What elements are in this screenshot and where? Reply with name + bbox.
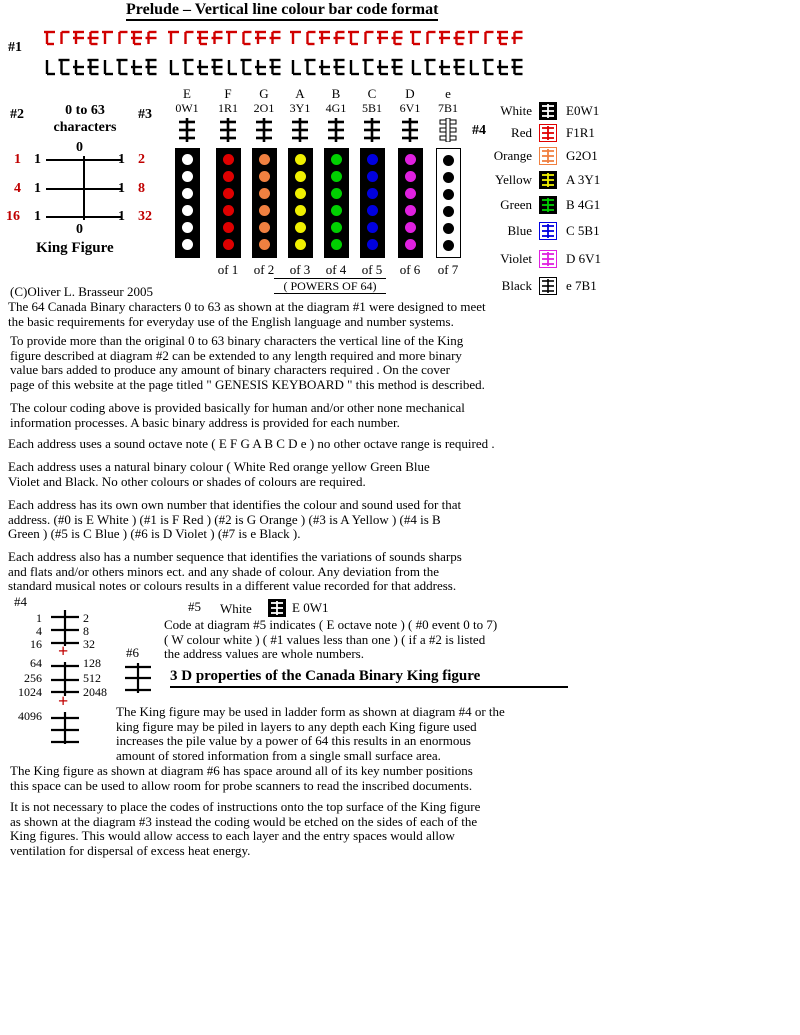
column-glyph-icon <box>325 118 347 142</box>
column-caption: of 4 <box>325 262 347 277</box>
color-dot <box>443 155 454 166</box>
color-dot <box>259 154 270 165</box>
column-code: 5B1 <box>361 101 382 115</box>
color-dot <box>223 154 234 165</box>
king-left-one-3: 1 <box>34 209 41 224</box>
paragraph-3: The colour coding above is provided basically for human and/or other none mechanical information processes. A basic binary address is provided for each number. <box>10 400 465 430</box>
column-code: 7B1 <box>437 101 458 115</box>
color-dot <box>443 240 454 251</box>
diagram5-name: White <box>220 601 252 616</box>
column-caption: of 2 <box>253 262 275 277</box>
color-dot <box>259 205 270 216</box>
color-dot <box>405 205 416 216</box>
paragraph-7: Each address also has a number sequence that identifies the variations of sounds sharps and flats and/or others minors ect. and any shade of colour. Any deviation from the standard musical notes or colours results in a different value recorded for that address. <box>8 549 462 593</box>
color-dot <box>223 205 234 216</box>
color-dot <box>405 239 416 250</box>
king-figure-caption: King Figure <box>36 240 114 256</box>
color-dot <box>331 171 342 182</box>
column-glyph-icon <box>176 118 198 142</box>
king-left-one-1: 1 <box>34 152 41 167</box>
legend-color-code: G2O1 <box>566 148 598 163</box>
diagram5-label: #5 <box>188 599 201 614</box>
ladder-plus-1: + <box>58 641 69 661</box>
legend-swatch-icon <box>539 277 557 295</box>
legend-color-name: Violet <box>500 251 532 266</box>
color-dot <box>259 222 270 233</box>
legend-color-code: e 7B1 <box>566 278 597 293</box>
column-glyph-icon <box>217 118 239 142</box>
king-right-one-3: 1 <box>118 209 125 224</box>
color-column <box>175 148 200 258</box>
section-heading: 3 D properties of the Canada Binary King figure <box>170 667 568 688</box>
legend-color-code: B 4G1 <box>566 197 601 212</box>
ladder-left-5: 256 <box>24 671 42 685</box>
diagram2-heading-1: 0 to 63 <box>65 103 105 118</box>
color-dot <box>331 222 342 233</box>
legend-color-code: F1R1 <box>566 125 595 140</box>
king-left-one-2: 1 <box>34 181 41 196</box>
color-dot <box>405 188 416 199</box>
column-code: 0W1 <box>175 101 199 115</box>
king-left-value-1: 1 <box>14 152 21 167</box>
color-dot <box>295 188 306 199</box>
color-dot <box>367 239 378 250</box>
column-caption: of 5 <box>361 262 383 277</box>
column-code: 3Y1 <box>289 101 311 115</box>
color-dot <box>331 154 342 165</box>
column-note: B <box>331 86 341 101</box>
color-dot <box>367 222 378 233</box>
column-glyph-icon <box>361 118 383 142</box>
ladder-right-5: 512 <box>83 671 101 685</box>
legend-swatch-icon <box>539 250 557 268</box>
ladder-left-1: 1 <box>36 611 42 625</box>
ladder-left-6: 1024 <box>18 685 42 699</box>
color-dot <box>367 154 378 165</box>
ladder-right-3: 32 <box>83 637 95 651</box>
paragraph-5: Each address uses a natural binary colour ( White Red orange yellow Green Blue Violet and Black. No other colours or shades of colours are required. <box>8 459 430 489</box>
diagram1-label: #1 <box>8 40 22 55</box>
legend-swatch-icon <box>539 222 557 240</box>
color-dot <box>182 188 193 199</box>
column-note: F <box>224 86 232 101</box>
column-note: C <box>367 86 377 101</box>
column-glyph-icon <box>253 118 275 142</box>
section-paragraph-3: It is not necessary to place the codes of instructions onto the top surface of the King figure as shown at the diagram #3 instead the coding would be etched on the sides of each of the King figures. This would allow access to each layer and the entry spaces would allow ventilation for dispersal of excess heat energy. <box>10 799 481 858</box>
ladder-right-2: 8 <box>83 624 89 638</box>
king-right-value-2: 8 <box>138 181 145 196</box>
column-note: A <box>295 86 305 101</box>
diagram5-code: E 0W1 <box>292 600 329 615</box>
copyright: (C)Oliver L. Brasseur 2005 <box>10 284 153 299</box>
ladder-right-4: 128 <box>83 656 101 670</box>
color-dot <box>182 154 193 165</box>
color-dot <box>223 171 234 182</box>
legend-color-code: C 5B1 <box>566 223 600 238</box>
color-column <box>398 148 423 258</box>
legend-swatch-icon <box>539 102 557 120</box>
legend-swatch-icon <box>539 171 557 189</box>
color-dot <box>405 171 416 182</box>
paragraph-6: Each address has its own own number that identifies the colour and sound used for that address. (#0 is E White ) (#1 is F Red ) (#2 is G Orange ) (#3 is A Yellow ) (#4 is B Green ) (#5 is C Blue ) (#6 is D Violet ) (#7 is e Black ). <box>8 497 462 541</box>
king-bottom-number: 0 <box>76 222 83 237</box>
color-dot <box>223 188 234 199</box>
color-dot <box>405 222 416 233</box>
king-figure <box>44 156 124 222</box>
color-dot <box>223 222 234 233</box>
column-code: 1R1 <box>217 101 238 115</box>
color-dot <box>443 206 454 217</box>
column-code: 2O1 <box>253 101 275 115</box>
diagram6-king-figure <box>123 663 153 695</box>
color-dot <box>331 188 342 199</box>
king-left-value-2: 4 <box>14 181 21 196</box>
legend-label: #4 <box>472 123 486 138</box>
legend-color-code: A 3Y1 <box>566 172 601 187</box>
color-dot <box>367 205 378 216</box>
paragraph-1: The 64 Canada Binary characters 0 to 63 as shown at the diagram #1 were designed to meet the basic requirements for everyday use of the English language and number systems. <box>8 299 486 329</box>
color-dot <box>295 205 306 216</box>
color-dot <box>295 239 306 250</box>
legend-color-name: White <box>500 103 532 118</box>
color-column <box>288 148 313 258</box>
color-dot <box>443 172 454 183</box>
ladder-left-7: 4096 <box>18 709 42 723</box>
column-caption: of 3 <box>289 262 311 277</box>
color-dot <box>182 239 193 250</box>
ladder-left-4: 64 <box>30 656 42 670</box>
color-dot <box>259 188 270 199</box>
ladder-right-1: 2 <box>83 611 89 625</box>
diagram2-label: #2 <box>10 107 24 122</box>
diagram6-label: #6 <box>126 645 139 660</box>
color-dot <box>295 171 306 182</box>
color-dot <box>182 171 193 182</box>
color-dot <box>182 222 193 233</box>
color-column <box>216 148 241 258</box>
color-dot <box>443 189 454 200</box>
king-right-one-2: 1 <box>118 181 125 196</box>
legend-color-name: Yellow <box>495 172 532 187</box>
paragraph-4: Each address uses a sound octave note ( E F G A B C D e ) no other octave range is required . <box>8 436 495 451</box>
color-dot <box>295 222 306 233</box>
column-note: E <box>183 86 191 101</box>
diagram2-heading-2: characters <box>53 120 117 135</box>
color-dot <box>367 188 378 199</box>
powers-caption: ( POWERS OF 64) <box>274 278 386 294</box>
color-dot <box>182 205 193 216</box>
column-note: G <box>259 86 269 101</box>
ladder-left-2: 4 <box>36 624 42 638</box>
color-column <box>324 148 349 258</box>
legend-swatch-icon <box>539 124 557 142</box>
color-column <box>360 148 385 258</box>
legend-color-name: Red <box>511 125 532 140</box>
king-left-value-3: 16 <box>6 209 20 224</box>
legend-color-name: Blue <box>507 223 532 238</box>
color-dot <box>223 239 234 250</box>
legend-color-code: D 6V1 <box>566 251 602 266</box>
column-glyph-icon <box>289 118 311 142</box>
column-code: 6V1 <box>399 101 421 115</box>
king-right-one-1: 1 <box>118 152 125 167</box>
color-dot <box>295 154 306 165</box>
diagram4-label: #4 <box>14 594 27 609</box>
color-dot <box>259 239 270 250</box>
section-paragraph-1: The King figure may be used in ladder form as shown at diagram #4 or the king figure may be piled in layers to any depth each King figure used increases the pile value by a power of 64 this results in an enormous amount of stored information from a single small surface area. <box>116 704 505 763</box>
color-column <box>436 148 461 258</box>
column-note: e <box>445 86 451 101</box>
column-glyph-icon <box>437 118 459 142</box>
legend-color-name: Green <box>500 197 532 212</box>
legend-swatch-icon <box>539 196 557 214</box>
legend-swatch-icon <box>539 147 557 165</box>
page-title: Prelude – Vertical line colour bar code format <box>126 1 438 21</box>
ladder-figure <box>48 610 82 746</box>
ladder-plus-2: + <box>58 691 69 711</box>
color-column <box>252 148 277 258</box>
column-glyph-icon <box>399 118 421 142</box>
color-dot <box>331 239 342 250</box>
column-caption: of 1 <box>217 262 239 277</box>
king-right-value-3: 32 <box>138 209 152 224</box>
color-dot <box>259 171 270 182</box>
color-dot <box>443 223 454 234</box>
binary-character-rows <box>44 28 534 80</box>
color-dot <box>331 205 342 216</box>
ladder-right-6: 2048 <box>83 685 107 699</box>
column-caption: of 6 <box>399 262 421 277</box>
diagram3-label: #3 <box>138 107 152 122</box>
diagram5-text: Code at diagram #5 indicates ( E octave note ) ( #0 event 0 to 7) ( W colour white ) ( #1 values less than one ) ( if a #2 is listed the address values are whole numbers. <box>164 617 498 661</box>
paragraph-2: To provide more than the original 0 to 63 binary characters the vertical line of the King figure described at diagram #2 can be extended to any length required and more binary value bars added to produce any amount of binary characters required . On the cover page of this website at the page titled " GENESIS KEYBOARD " this method is described. <box>10 333 485 392</box>
ladder-left-3: 16 <box>30 637 42 651</box>
color-dot <box>367 171 378 182</box>
diagram5-swatch-icon <box>268 599 286 617</box>
legend-color-code: E0W1 <box>566 103 600 118</box>
column-code: 4G1 <box>325 101 347 115</box>
king-right-value-1: 2 <box>138 152 145 167</box>
color-dot <box>405 154 416 165</box>
legend-color-name: Black <box>501 278 532 293</box>
legend-color-name: Orange <box>493 148 532 163</box>
king-top-number: 0 <box>76 140 83 155</box>
column-note: D <box>405 86 415 101</box>
section-paragraph-2: The King figure as shown at diagram #6 has space around all of its key number positions this space can be used to allow room for probe scanners to read the inscribed documents. <box>10 763 473 793</box>
column-caption: of 7 <box>437 262 459 277</box>
